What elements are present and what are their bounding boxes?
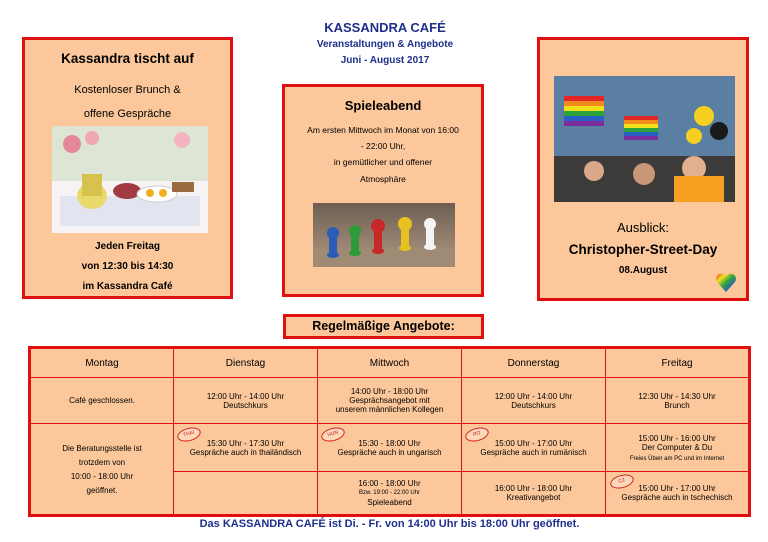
page-title: KASSANDRA CAFÉ	[324, 20, 446, 35]
brunch-line1: Kostenloser Brunch &	[74, 84, 181, 96]
brunch-photo	[52, 126, 208, 233]
cell-tue-thai	[174, 424, 318, 472]
csd-date: 08.August	[618, 265, 668, 276]
cell-time: 12:00 Uhr - 14:00 Uhr	[206, 391, 285, 401]
cell-wed-hun	[318, 424, 462, 472]
cell-text: Deutschkurs	[223, 400, 268, 410]
csd-title: Christopher-Street-Day	[568, 242, 718, 257]
cell-text: Die Beratungsstelle ist	[62, 443, 142, 453]
cell-wed-spieleabend	[318, 472, 462, 516]
cell-fri-brunch	[606, 378, 750, 424]
brunch-when2: von 12:30 bis 14:30	[81, 261, 174, 272]
games-line1: Am ersten Mittwoch im Monat von 16:00	[307, 125, 459, 135]
game-figures-image	[313, 203, 455, 267]
games-panel	[282, 84, 484, 297]
cell-text: Gespräche auch in rumänisch	[480, 447, 587, 457]
stamp-hun-icon: HUN	[320, 425, 347, 444]
cell-time: 15:00 Uhr - 17:00 Uhr	[494, 438, 573, 448]
footer-hours: Das KASSANDRA CAFÉ ist Di. - Fr. von 14:00 Uhr bis 18:00 Uhr geöffnet.	[199, 518, 580, 530]
cell-text: Deutschkurs	[511, 400, 556, 410]
cell-fri-cz	[606, 472, 750, 516]
pride-parade-image	[554, 76, 735, 202]
cell-tue-empty	[174, 472, 318, 516]
brunch-panel	[22, 37, 233, 299]
cell-time: 16:00 Uhr - 18:00 Uhr	[494, 484, 573, 493]
cell-time: 12:00 Uhr - 14:00 Uhr	[494, 391, 573, 401]
page-period: Juni - August 2017	[340, 55, 430, 66]
csd-photo	[554, 76, 735, 202]
cell-text: trotzdem von	[78, 457, 126, 467]
games-line4: Atmosphäre	[360, 174, 406, 184]
cell-text: Gespräche auch in tschechisch	[621, 493, 733, 502]
cell-text: Café geschlossen.	[69, 396, 135, 405]
brunch-title: Kassandra tischt auf	[61, 51, 194, 66]
cell-time: 15:30 - 18:00 Uhr	[358, 438, 421, 448]
brunch-when1: Jeden Freitag	[94, 241, 161, 252]
cell-time: 10:00 - 18:00 Uhr	[70, 471, 134, 481]
cell-time: 14:00 Uhr - 18:00 Uhr	[350, 387, 429, 396]
games-line3: in gemütlicher und offener	[333, 157, 433, 167]
table-row	[30, 378, 750, 424]
games-line2: - 22:00 Uhr,	[360, 141, 406, 151]
cell-time: 12:30 Uhr - 14:30 Uhr	[638, 391, 716, 401]
cell-tue-deutschkurs	[174, 378, 318, 424]
cell-text: Brunch	[664, 400, 690, 410]
col-header-freitag: Freitag	[606, 348, 750, 378]
cell-mon-beratung	[30, 424, 174, 516]
regular-heading	[283, 314, 484, 339]
cell-mon-closed	[30, 378, 174, 424]
games-title: Spieleabend	[344, 98, 422, 113]
cell-time: 15:00 Uhr - 16:00 Uhr	[638, 433, 716, 443]
brunch-image	[52, 126, 208, 233]
brunch-where: im Kassandra Café	[82, 281, 173, 292]
regular-title: Regelmäßige Angebote:	[312, 319, 455, 333]
cell-text: Spieleabend	[367, 498, 412, 507]
page-subtitle: Veranstaltungen & Angebote	[316, 39, 454, 50]
brunch-line2: offene Gespräche	[83, 108, 172, 120]
cell-time: 16:00 - 18:00 Uhr	[358, 479, 421, 488]
cell-text: unserem männlichen Kollegen	[335, 405, 444, 414]
csd-line1: Ausblick:	[616, 220, 670, 235]
col-header-donnerstag: Donnerstag	[462, 348, 606, 378]
cell-text: Gespräche auch in ungarisch	[337, 447, 442, 457]
schedule-header-row	[30, 348, 750, 378]
cell-text: Bzw. 19:00 - 22:00 Uhr	[358, 490, 421, 496]
stamp-thai-icon: THAI	[176, 425, 203, 444]
cell-time: 15:00 Uhr - 17:00 Uhr	[638, 484, 716, 493]
header	[270, 20, 500, 66]
col-header-dienstag: Dienstag	[174, 348, 318, 378]
cell-text: geöffnet.	[86, 485, 118, 495]
cell-text: Kreativangebot	[506, 493, 561, 502]
col-header-montag: Montag	[30, 348, 174, 378]
col-header-mittwoch: Mittwoch	[318, 348, 462, 378]
cell-thu-kreativ	[462, 472, 606, 516]
cell-time: 15:30 Uhr - 17:30 Uhr	[206, 438, 285, 448]
stamp-ro-icon: RO	[464, 425, 491, 444]
cell-wed-kollege	[318, 378, 462, 424]
cell-fri-computer	[606, 424, 750, 472]
cell-text: Der Computer & Du	[641, 442, 713, 452]
rainbow-heart-icon	[714, 270, 738, 294]
cell-text: Gesprächsangebot mit	[349, 396, 430, 405]
cell-text: Freies Üben am PC und im Internet	[629, 455, 725, 462]
csd-panel	[537, 37, 749, 301]
table-row	[30, 424, 750, 472]
cell-thu-deutschkurs	[462, 378, 606, 424]
cell-text: Gespräche auch in thailändisch	[189, 447, 302, 457]
cell-thu-ro	[462, 424, 606, 472]
stamp-cz-icon: CZ	[609, 472, 636, 491]
games-photo	[313, 203, 455, 267]
schedule-table	[28, 346, 751, 517]
